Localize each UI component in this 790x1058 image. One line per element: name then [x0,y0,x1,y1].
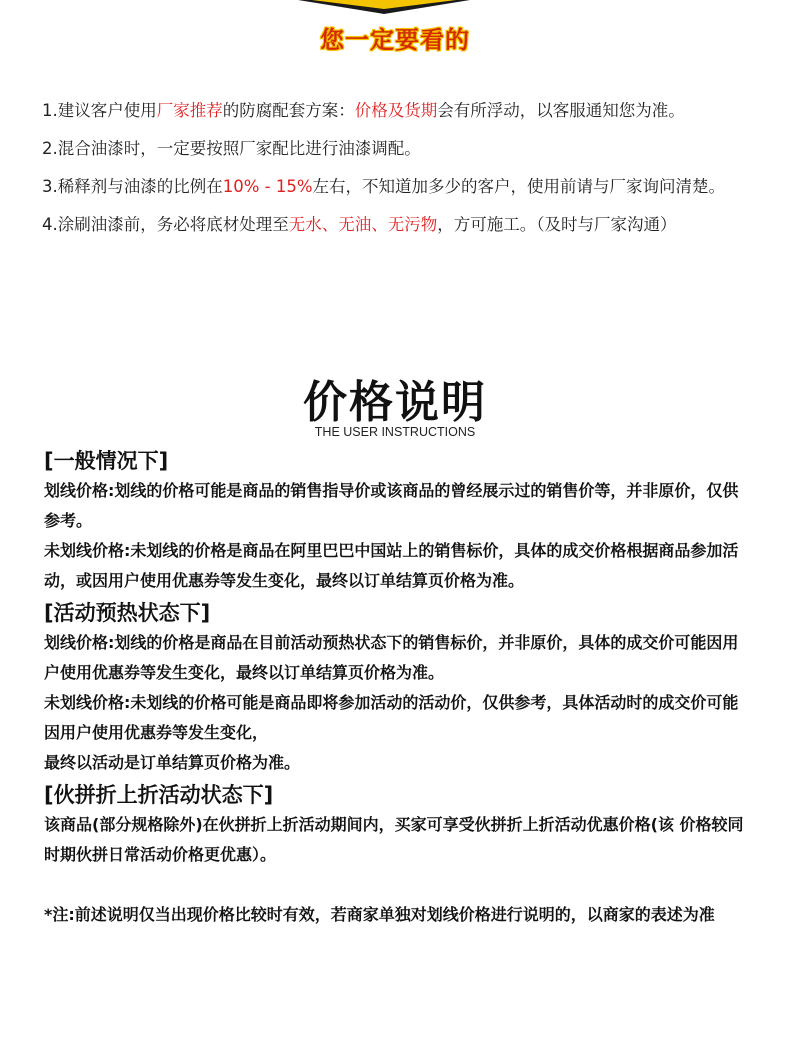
notice-item [42,174,742,200]
block-heading-general: [一般情况下] [44,449,169,473]
paragraph: 未划线价格:未划线的价格是商品在阿里巴巴中国站上的销售标价，具体的成交价格根据商品参加活动，或因用户使用优惠券等发生变化，最终以订单结算页价格为准。 [44,541,739,590]
notice-text: ，方可施工。（及时与厂家沟通） [437,215,677,234]
price-section-title: 价格说明 [303,377,487,428]
paragraph: 未划线价格:未划线的价格可能是商品即将参加活动的活动价，仅供参考，具体活动时的成交价可能因用户使用优惠券等发生变化， [44,693,739,742]
paragraph: 最终以活动是订单结算页价格为准。 [44,753,301,772]
footnote: *注:前述说明仅当出现价格比较时有效，若商家单独对划线价格进行说明的，以商家的表述为准 [44,905,715,924]
warning-banner [0,0,790,60]
notice-item [42,136,742,162]
paragraph: 划线价格:划线的价格可能是商品的销售指导价或该商品的曾经展示过的销售价等，并非原价，仅供参考。 [44,481,739,530]
highlight-text: 价格及货期 [354,101,438,120]
highlight-text: 无水、无油、无污物 [288,215,438,234]
price-explanation [44,444,744,930]
notice-text: 会有所浮动，以客服通知您为准。 [437,101,685,120]
notice-item [42,98,742,124]
warning-title: 您一定要看的 [320,26,470,54]
notice-text: 3.稀释剂与油漆的比例在 [42,177,223,196]
notice-list [42,98,742,250]
paragraph: 该商品(部分规格除外)在伙拼折上折活动期间内，买家可享受伙拼折上折活动优惠价格(该 价格较同时期伙拼日常活动价格更优惠）。 [44,815,744,864]
notice-text: 2.混合油漆时，一定要按照厂家配比进行油漆调配。 [42,139,421,158]
highlight-text: 10% - 15% [222,177,313,196]
notice-text: 1.建议客户使用 [42,101,157,120]
block-heading-preheat: [活动预热状态下] [44,601,211,625]
notice-text: 4.涂刷油漆前，务必将底材处理至 [42,215,289,234]
notice-text: 的防腐配套方案： [222,101,355,120]
highlight-text: 厂家推荐 [156,101,223,120]
notice-text: 左右，不知道加多少的客户，使用前请与厂家询问清楚。 [312,177,726,196]
block-heading-group-discount: [伙拼折上折活动状态下] [44,783,274,807]
notice-item [42,212,742,238]
paragraph: 划线价格:划线的价格是商品在目前活动预热状态下的销售标价，并非原价，具体的成交价可能因用户使用优惠券等发生变化，最终以订单结算页价格为准。 [44,633,739,682]
price-section-subtitle: THE USER INSTRUCTIONS [314,425,476,439]
warning-triangle-fill [312,0,456,9]
